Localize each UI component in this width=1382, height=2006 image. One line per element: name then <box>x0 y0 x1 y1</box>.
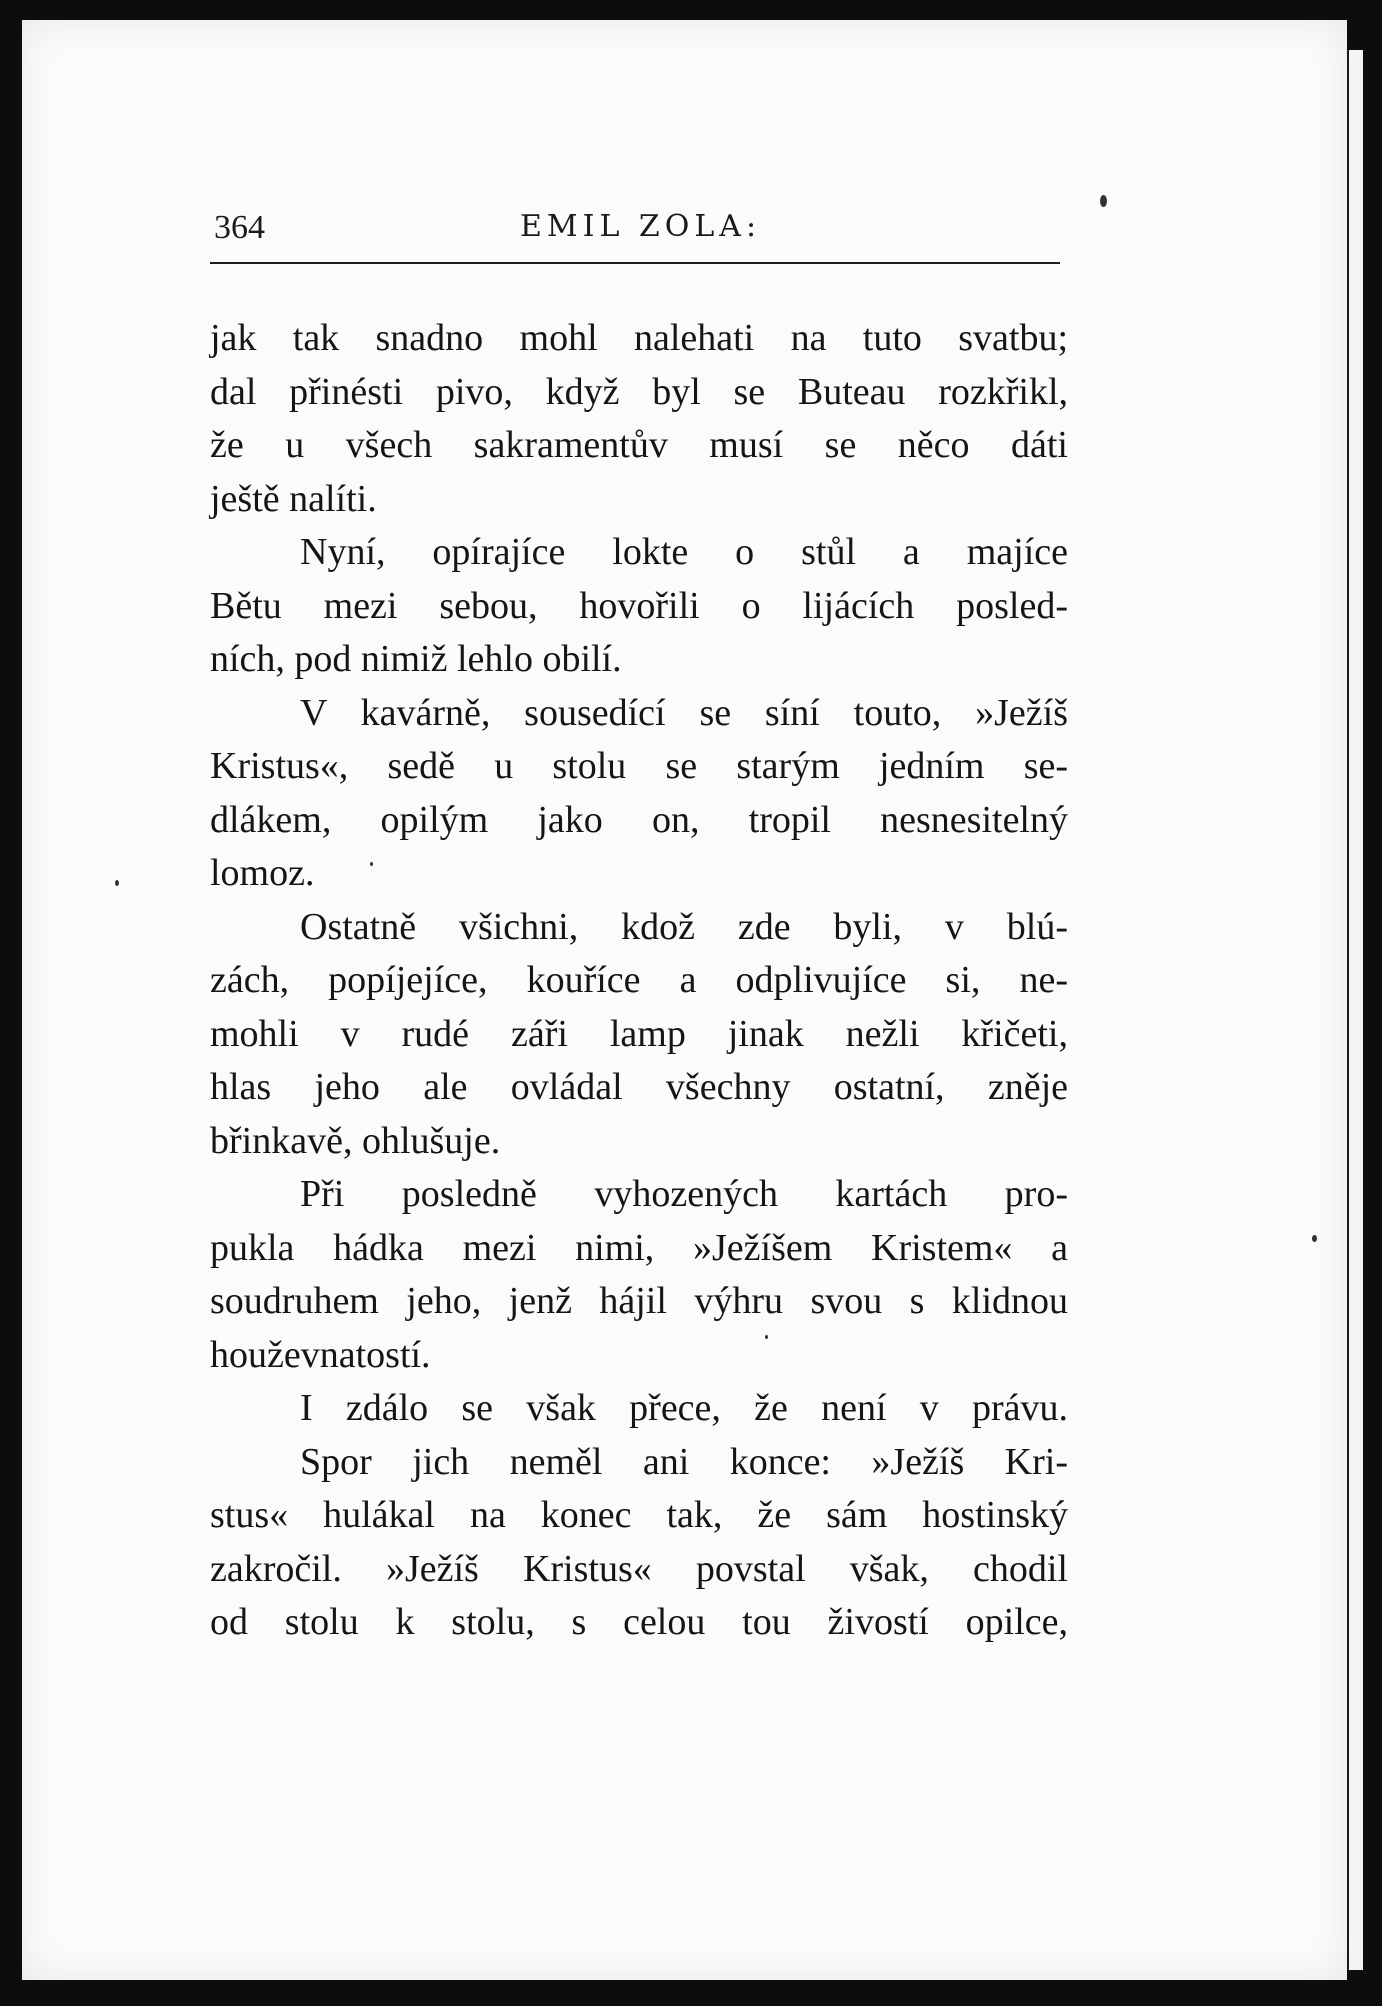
text-line: pukla hádka mezi nimi, »Ježíšem Kristem« a <box>210 1226 1068 1269</box>
text-line: břinkavě, ohlušuje. <box>210 1119 501 1162</box>
text-line: ještě nalíti. <box>210 477 377 520</box>
page-number: 364 <box>214 209 265 246</box>
text-line: dlákem, opilým jako on, tropil nesnesitelný <box>210 798 1068 841</box>
text-line: ních, pod nimiž lehlo obilí. <box>210 638 622 680</box>
text-line: jak tak snadno mohl nalehati na tuto svatbu; <box>210 317 1068 359</box>
text-line: Ostatně všichni, kdož zde byli, v blú- <box>300 905 1068 948</box>
page-header <box>210 205 1065 265</box>
scan-speck <box>115 880 119 886</box>
text-line: mohli v rudé záři lamp jinak nežli křičeti, <box>210 1012 1068 1055</box>
scan-speck <box>1100 195 1107 207</box>
text-line: lomoz. <box>210 852 315 894</box>
text-line: stus« hulákal na konec tak, že sám hostinský <box>210 1494 1068 1536</box>
text-line: zách, popíjejíce, kouříce a odplivujíce si, ne- <box>210 959 1068 1001</box>
scan-speck <box>765 1335 768 1339</box>
text-line: Spor jich neměl ani konce: »Ježíš Kri- <box>300 1440 1068 1483</box>
text-line: Při posledně vyhozených kartách pro- <box>300 1173 1068 1215</box>
text-line: že u všech sakramentův musí se něco dáti <box>210 424 1068 466</box>
text-line: V kavárně, sousedící se síní touto, »Ježíš <box>300 691 1068 734</box>
scan-speck <box>1312 1235 1317 1242</box>
scan-speck <box>370 862 373 866</box>
page-edge <box>1347 50 1363 1970</box>
text-line: od stolu k stolu, s celou tou živostí opilce, <box>210 1601 1068 1643</box>
text-line: houževnatostí. <box>210 1333 431 1376</box>
text-line: I zdálo se však přece, že není v právu. <box>300 1387 1068 1429</box>
text-line: dal přinésti pivo, když byl se Buteau rozkřikl, <box>210 370 1068 413</box>
body-text <box>210 312 1068 1650</box>
header-rule <box>210 262 1060 264</box>
text-line: hlas jeho ale ovládal všechny ostatní, zněje <box>210 1066 1068 1108</box>
running-head: EMIL ZOLA: <box>520 209 762 244</box>
text-line: Kristus«, sedě u stolu se starým jedním se- <box>210 745 1068 787</box>
text-line: Bětu mezi sebou, hovořili o lijácích posled- <box>210 584 1068 627</box>
text-line: zakročil. »Ježíš Kristus« povstal však, chodil <box>210 1547 1068 1590</box>
text-line: soudruhem jeho, jenž hájil výhru svou s klidnou <box>210 1280 1068 1322</box>
text-line: Nyní, opírajíce lokte o stůl a majíce <box>300 531 1068 573</box>
